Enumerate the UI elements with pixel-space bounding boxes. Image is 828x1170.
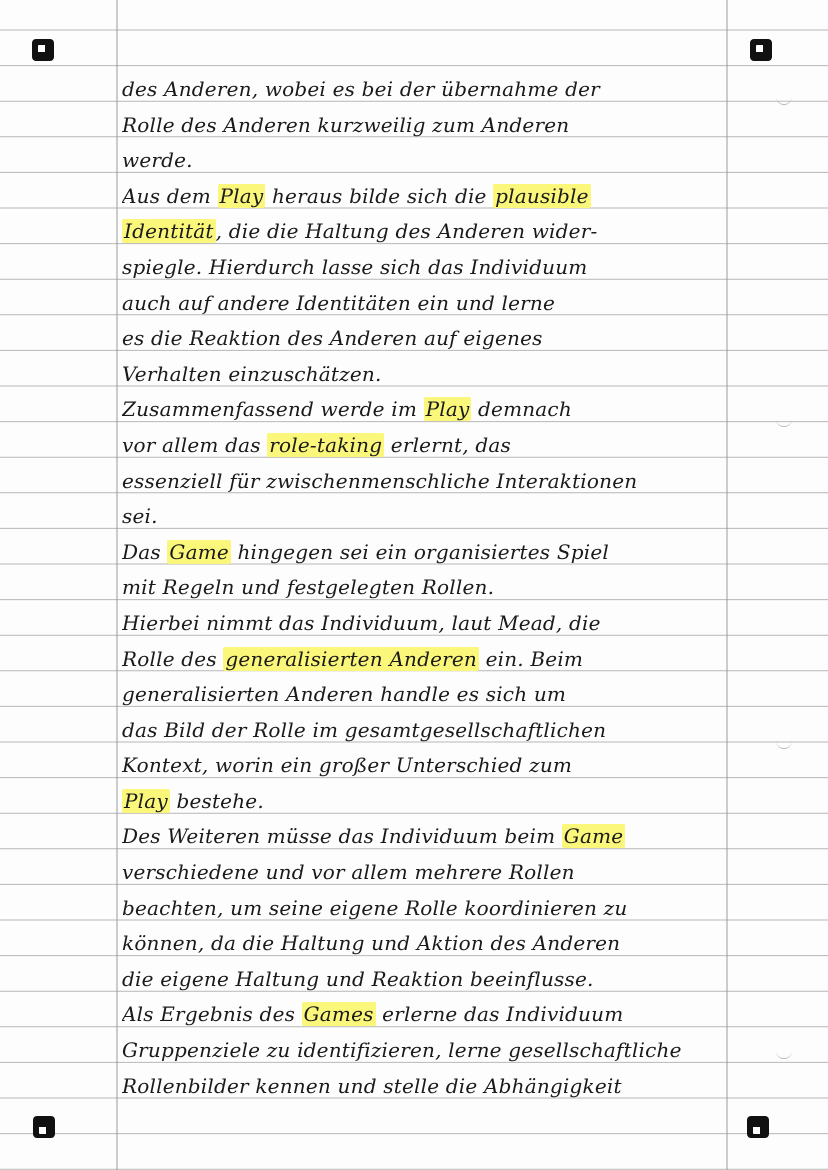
text-segment: Zusammenfassend werde im <box>122 397 424 422</box>
highlighted-term: role-taking <box>269 432 383 457</box>
text-segment: das Bild der Rolle im gesamtgesellschaftlichen <box>122 717 607 742</box>
text-line <box>122 570 726 606</box>
highlighted-term: generalisierten Anderen <box>225 646 478 671</box>
text-segment: bestehe. <box>169 788 264 813</box>
text-segment: des Anderen, wobei es bei der übernahme der <box>122 77 600 101</box>
text-segment: die eigene Haltung und Reaktion beeinflusse. <box>122 966 594 991</box>
text-line <box>122 855 726 891</box>
handwritten-text-block <box>122 72 726 1104</box>
text-segment: Gruppenziele zu identifizieren, lerne gesellschaftliche <box>122 1038 682 1063</box>
text-line <box>122 214 726 250</box>
text-line <box>122 357 726 393</box>
text-line <box>122 464 726 500</box>
text-line <box>122 677 726 713</box>
text-segment: , die die Haltung des Anderen wider- <box>215 219 598 244</box>
text-segment: beachten, um seine eigene Rolle koordinieren zu <box>122 895 628 920</box>
text-segment: sei. <box>122 504 158 529</box>
highlighted-term: Play <box>425 397 470 422</box>
text-segment: Das <box>122 539 168 564</box>
text-line <box>122 819 726 855</box>
text-line <box>122 108 726 144</box>
corner-marker-top-left <box>32 39 54 61</box>
text-segment: Rolle des Anderen kurzweilig zum Anderen <box>122 112 570 137</box>
text-line <box>122 286 726 322</box>
text-line <box>122 784 726 820</box>
text-segment: werde. <box>122 148 193 173</box>
text-segment: hingegen sei ein organisiertes Spiel <box>230 539 609 564</box>
text-segment: ein. Beim <box>479 646 584 671</box>
text-line <box>122 748 726 784</box>
text-segment: erlernt, das <box>384 432 512 457</box>
text-segment: Des Weiteren müsse das Individuum beim <box>122 824 562 849</box>
text-segment: mit Regeln und festgelegten Rollen. <box>122 575 495 600</box>
highlighted-term: Games <box>303 1002 374 1027</box>
text-line <box>122 392 726 428</box>
text-segment: generalisierten Anderen handle es sich um <box>122 682 567 707</box>
text-segment: demnach <box>471 397 572 422</box>
text-segment: heraus bilde sich die <box>265 183 494 208</box>
highlighted-term: Game <box>169 539 229 564</box>
text-line <box>122 143 726 179</box>
text-segment: Rolle des <box>122 646 224 671</box>
highlighted-term: Game <box>563 824 624 849</box>
highlighted-term: plausible <box>495 183 589 208</box>
text-line <box>122 179 726 215</box>
text-line <box>122 535 726 571</box>
text-segment: verschiedene und vor allem mehrere Rollen <box>122 860 575 885</box>
text-segment: Hierbei nimmt das Individuum, laut Mead, die <box>122 610 601 635</box>
text-segment: auch auf andere Identitäten ein und lerne <box>122 290 556 315</box>
text-line <box>122 891 726 927</box>
text-segment: können, da die Haltung und Aktion des Anderen <box>122 931 621 956</box>
corner-marker-bottom-left <box>33 1116 55 1138</box>
corner-marker-bottom-right <box>747 1116 769 1138</box>
corner-marker-top-right <box>750 39 772 61</box>
text-line <box>122 72 726 108</box>
text-segment: Kontext, worin ein großer Unterschied zum <box>122 753 573 778</box>
text-line <box>122 428 726 464</box>
text-segment: erlerne das Individuum <box>375 1002 624 1027</box>
text-segment: essenziell für zwischenmenschliche Interaktionen <box>122 468 638 493</box>
text-segment: Verhalten einzuschätzen. <box>122 361 382 386</box>
text-line <box>122 1069 726 1105</box>
text-line <box>122 713 726 749</box>
text-line <box>122 250 726 286</box>
highlighted-term: Identität <box>124 219 214 244</box>
text-line <box>122 997 726 1033</box>
text-line <box>122 642 726 678</box>
text-segment: es die Reaktion des Anderen auf eigenes <box>122 326 543 351</box>
text-segment: Als Ergebnis des <box>122 1002 302 1027</box>
text-line <box>122 962 726 998</box>
text-line <box>122 321 726 357</box>
text-segment: Rollenbilder kennen und stelle die Abhängigkeit <box>122 1073 622 1098</box>
text-segment: spiegle. Hierdurch lasse sich das Individuum <box>122 254 588 279</box>
text-line <box>122 926 726 962</box>
highlighted-term: Play <box>124 788 168 813</box>
text-segment: Aus dem <box>122 183 218 208</box>
text-line <box>122 499 726 535</box>
text-segment: vor allem das <box>122 432 268 457</box>
text-line <box>122 1033 726 1069</box>
highlighted-term: Play <box>219 183 264 208</box>
text-line <box>122 606 726 642</box>
